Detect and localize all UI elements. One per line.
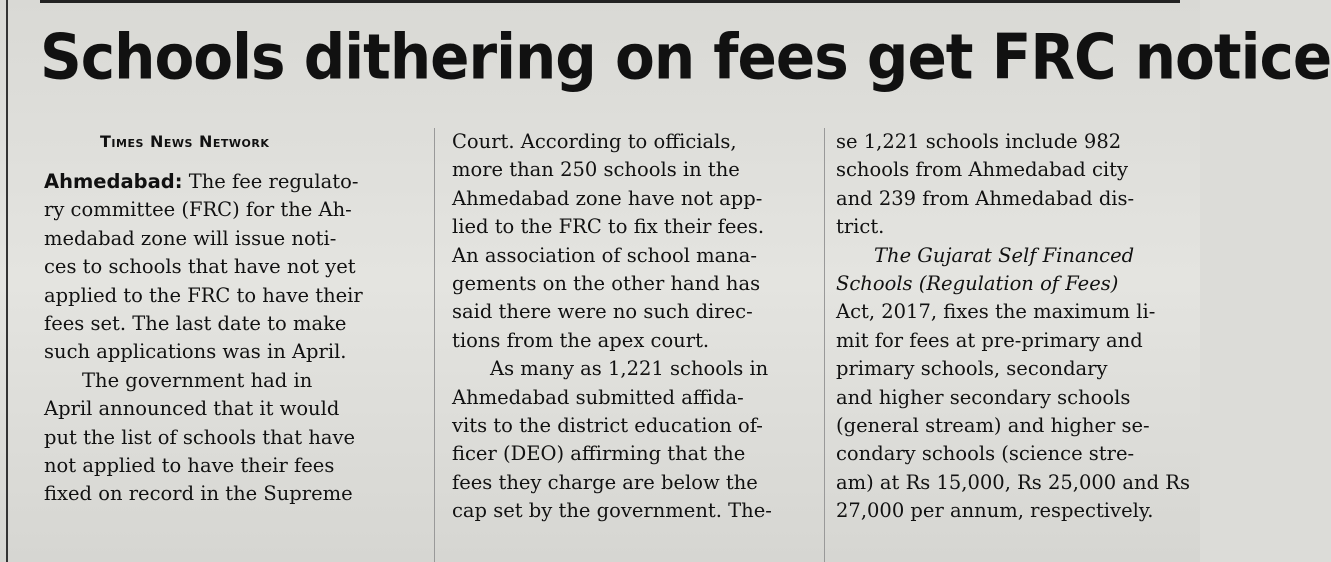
article-line: Ahmedabad submitted affida-	[452, 385, 744, 409]
article-line: se 1,221 schools include 982	[836, 130, 1122, 153]
article-line: and higher secondary schools	[836, 385, 1131, 409]
headline: Schools dithering on fees get FRC notice	[40, 20, 1331, 94]
byline	[44, 128, 416, 156]
article-line: said there were no such direc-	[452, 300, 753, 324]
article-line-text: The fee regulato-	[188, 170, 359, 193]
article-line: such applications was in April.	[44, 340, 347, 364]
column-divider	[434, 128, 435, 562]
article-line: am) at Rs 15,000, Rs 25,000 and Rs	[836, 470, 1190, 494]
column-divider	[824, 128, 825, 562]
article-line: ces to schools that have not yet	[44, 255, 356, 279]
dateline: Ahmedabad:	[44, 170, 183, 193]
article-line: ry committee (FRC) for the Ah-	[44, 198, 352, 222]
article-column-1	[44, 128, 416, 509]
article-line: An association of school mana-	[452, 243, 758, 267]
article-line: (general stream) and higher se-	[836, 414, 1150, 438]
article-line: 27,000 per annum, respectively.	[836, 499, 1154, 523]
top-rule	[40, 0, 1180, 3]
article-line: As many as 1,221 schools in	[490, 357, 769, 381]
left-column-rule	[6, 0, 8, 562]
article-line: April announced that it would	[44, 397, 340, 421]
article-line: vits to the district education of-	[452, 414, 763, 438]
article-line: lied to the FRC to fix their fees.	[452, 215, 765, 239]
article-line: cap set by the government. The-	[452, 499, 772, 523]
article-line: The government had in	[82, 368, 313, 392]
article-line: gements on the other hand has	[452, 272, 761, 296]
article-line: condary schools (science stre-	[836, 442, 1135, 466]
article-line: fees set. The last date to make	[44, 312, 347, 336]
article-line: Ahmedabad zone have not app-	[452, 186, 763, 210]
article-line: medabad zone will issue noti-	[44, 226, 337, 250]
article-line: ficer (DEO) affirming that the	[452, 442, 746, 466]
article-line: and 239 from Ahmedabad dis-	[836, 186, 1135, 210]
article-column-2	[452, 128, 810, 526]
article-line: more than 250 schools in the	[452, 158, 740, 182]
article-line: primary schools, secondary	[836, 357, 1108, 381]
article-line: mit for fees at pre-primary and	[836, 328, 1143, 352]
byline-text: Times News Network	[100, 132, 270, 151]
article-line: The Gujarat Self Financed	[874, 243, 1135, 267]
article-line	[44, 168, 416, 196]
article-line: tions from the apex court.	[452, 328, 710, 352]
article-line: put the list of schools that have	[44, 425, 356, 449]
article-line: applied to the FRC to have their	[44, 283, 363, 307]
article-line: Court. According to officials,	[452, 130, 737, 153]
article-line: not applied to have their fees	[44, 454, 335, 478]
article-line: trict.	[836, 215, 885, 239]
article-line: fees they charge are below the	[452, 470, 758, 494]
article-line: Act, 2017, fixes the maximum li-	[836, 300, 1156, 324]
article-line: Schools (Regulation of Fees)	[836, 272, 1119, 296]
article-line: schools from Ahmedabad city	[836, 158, 1128, 182]
article-column-3	[836, 128, 1194, 526]
article-line: fixed on record in the Supreme	[44, 482, 353, 506]
